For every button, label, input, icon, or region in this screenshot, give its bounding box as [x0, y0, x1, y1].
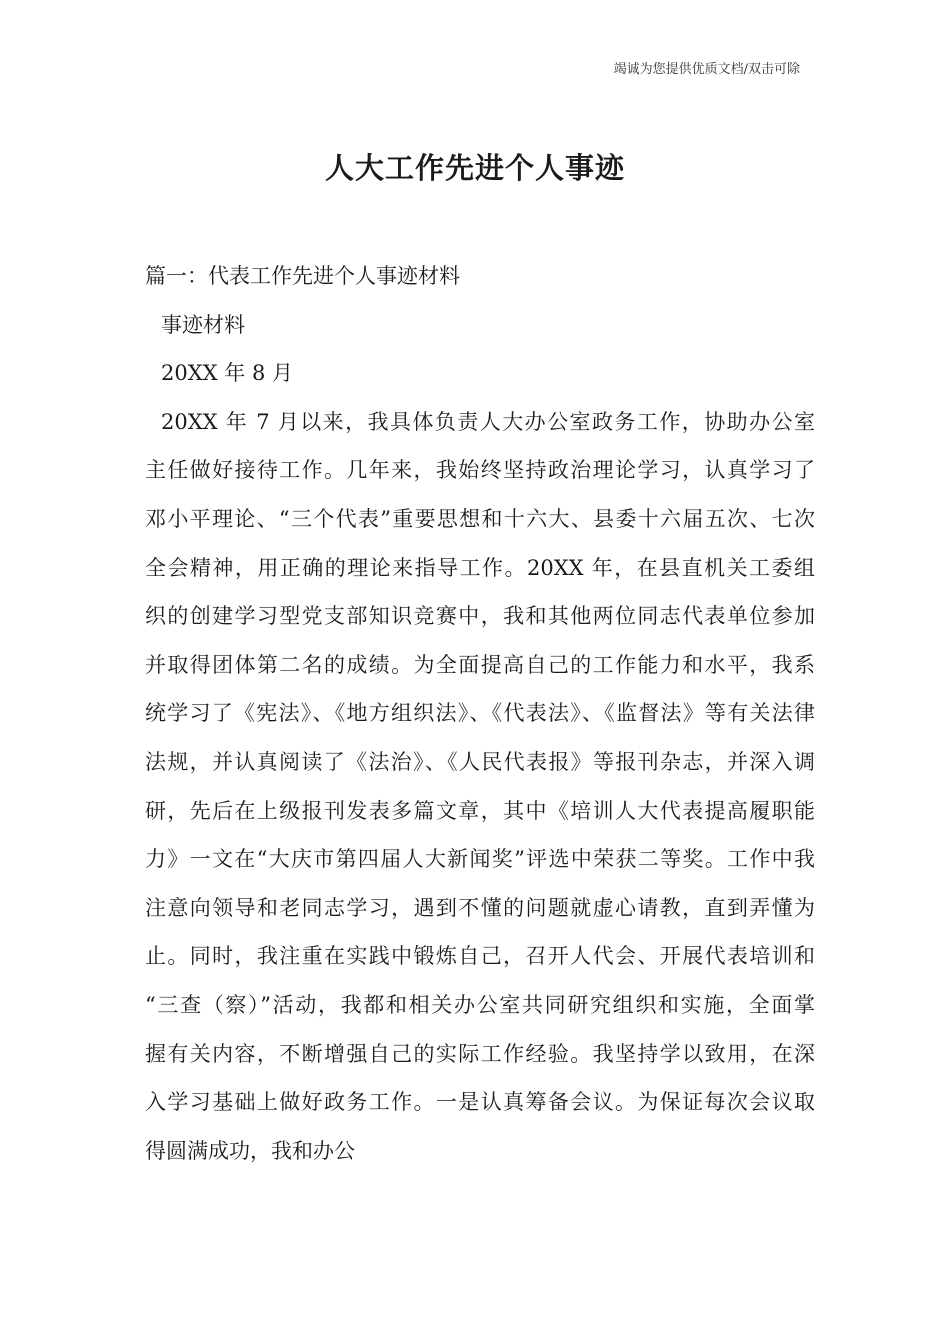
paragraph-line: 法规，并认真阅读了《法治》、《人民代表报》等报刊杂志，并深入调 — [145, 749, 815, 774]
paragraph-line: 止。同时，我注重在实践中锻炼自己，召开人代会、开展代表培训和 — [145, 944, 815, 969]
paragraph-line: “三查（察）”活动，我都和相关办公室共同研究组织和实施，全面掌 — [145, 992, 815, 1017]
paragraph-line: 全会精神，用正确的理论来指导工作。20XX 年，在县直机关工委组 — [145, 555, 815, 580]
paragraph-line: 研，先后在上级报刊发表多篇文章，其中《培训人大代表提高履职能 — [145, 798, 815, 823]
paragraph-line: 得圆满成功，我和办公 — [145, 1138, 355, 1163]
paragraph-line: 20XX 年 7 月以来，我具体负责人大办公室政务工作，协助办公室 — [161, 409, 815, 434]
paragraph-line: 邓小平理论、“三个代表”重要思想和十六大、县委十六届五次、七次 — [145, 506, 815, 531]
paragraph-line: 织的创建学习型党支部知识竞赛中，我和其他两位同志代表单位参加 — [145, 604, 815, 629]
document-title: 人大工作先进个人事迹 — [324, 151, 625, 185]
paragraph-line: 握有关内容，不断增强自己的实际工作经验。我坚持学以致用，在深 — [145, 1041, 815, 1066]
document-body — [145, 252, 815, 1175]
paragraph-line: 并取得团体第二名的成绩。为全面提高自己的工作能力和水平，我系 — [145, 652, 815, 677]
document-date: 20XX 年 8 月 — [161, 361, 294, 386]
paragraph-line: 统学习了《宪法》、《地方组织法》、《代表法》、《监督法》等有关法律 — [145, 701, 815, 726]
paragraph-line: 主任做好接待工作。几年来，我始终坚持政治理论学习，认真学习了 — [145, 458, 815, 483]
paragraph-line: 力》一文在“大庆市第四届人大新闻奖”评选中荣获二等奖。工作中我 — [145, 847, 815, 872]
sub-heading: 事迹材料 — [161, 312, 245, 337]
paragraph-line: 入学习基础上做好政务工作。一是认真筹备会议。为保证每次会议取 — [145, 1090, 815, 1115]
paragraph-line: 注意向领导和老同志学习，遇到不懂的问题就虚心请教，直到弄懂为 — [145, 895, 815, 920]
section-heading: 篇一：代表工作先进个人事迹材料 — [145, 264, 460, 288]
header-note: 竭诚为您提供优质文档/双击可除 — [613, 62, 800, 77]
